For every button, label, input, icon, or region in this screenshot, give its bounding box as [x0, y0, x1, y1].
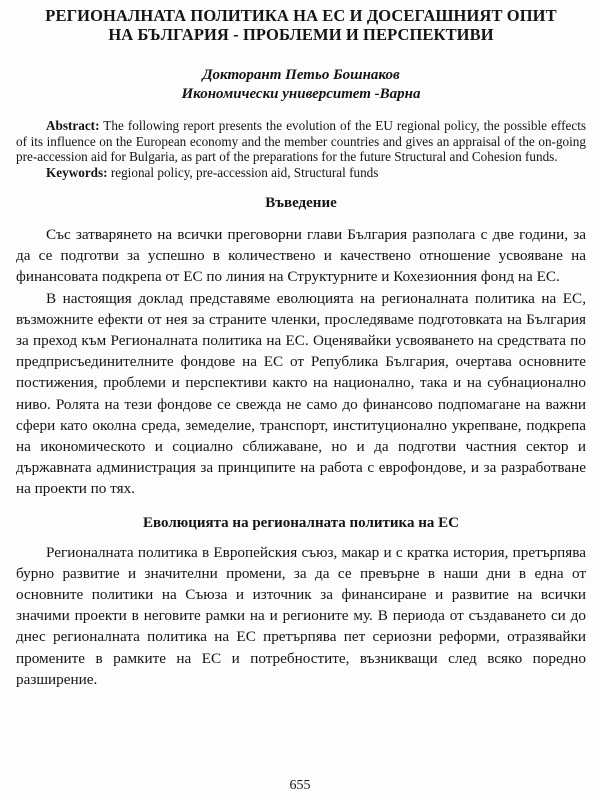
page-number: 655 [289, 778, 311, 793]
title-line-1: РЕГИОНАЛНАТА ПОЛИТИКА НА ЕС И ДОСЕГАШНИЯТ ОПИТ [45, 6, 557, 25]
abstract-text: The following report presents the evolution of the EU regional policy, the possible effects of its influence on the European economy and the member countries and gives an appraisal of the on-going pre-accession aid for Bulgaria, as part of the preparations for the future Structural and Cohesion funds. [16, 118, 586, 164]
section-heading-evolution: Еволюцията на регионалната политика на ЕС [143, 514, 459, 531]
title-line-2: НА БЪЛГАРИЯ - ПРОБЛЕМИ И ПЕРСПЕКТИВИ [108, 25, 494, 44]
author-block [16, 66, 586, 104]
abstract [16, 118, 586, 165]
keywords [16, 165, 586, 181]
author-affiliation: Икономически университет -Варна [181, 86, 421, 102]
keywords-label: Keywords: [46, 164, 108, 180]
keywords-text: regional policy, pre-accession aid, Structural funds [110, 164, 379, 180]
section-heading-introduction: Въведение [265, 195, 337, 211]
abstract-label: Abstract: [46, 118, 100, 133]
author-name: Докторант Петьо Бошнаков [202, 67, 400, 83]
paragraph: Със затварянето на всички преговорни глави България разполага с две години, за да се подготви за успешно в количествено и качествено отношение усвояване на финансовата подкрепа от ЕС по линия на Структурните и Кохезионния фонд на ЕС. [16, 226, 586, 286]
paragraph: В настоящия доклад представяме еволюцията на регионалната политика на ЕС, възможните ефекти от нея за страните членки, проследяваме подготовката на България за преход към Регионалната политика на ЕС. Оценявайки усвояването на средствата по предприсъединителните фондове на ЕС от Република България, очертава основните постижения, проблеми и перспективи както на национално, така и на субнационално ниво. Ролята на тези фондове се свежда не само до финансово подпомагане на важни сфери като околна среда, земеделие, транспорт, институционално укрепване, подкрепа на икономическото и социално сближаване, но и да подготви частния сектор и държавната администрация за принципите на работа с еврофондове, и за разработване на проекти по тях. [16, 289, 586, 498]
paper-title [16, 6, 586, 44]
paragraph: Регионалната политика в Европейския съюз, макар и с кратка история, претърпява бурно развитие и значителни промени, за да се превърне в наши дни в една от основните политики на Съюза и източник за финансиране и развитие на всички значими проекти в неговите рамки на и регионите му. В периода от създаването си до днес регионалната политика на ЕС претърпява пет сериозни реформи, отразявайки промените в рамките на ЕС и потребностите, възникващи след всяко поредно разширение. [16, 543, 586, 688]
